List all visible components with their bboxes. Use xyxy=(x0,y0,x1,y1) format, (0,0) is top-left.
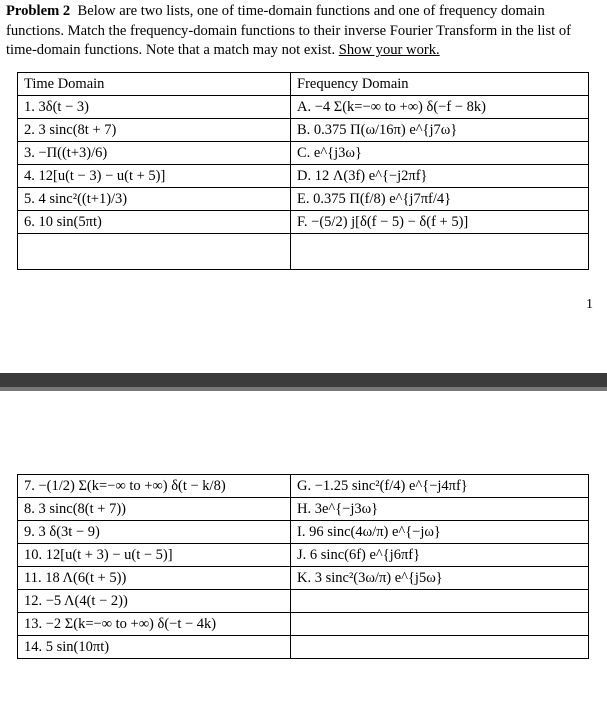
show-work-note: Show your work. xyxy=(338,42,440,58)
matching-table-1 xyxy=(17,72,589,270)
problem-text: Below are two lists, one of time-domain functions and one of frequency domain functions. Match the frequency-domain functions to their inverse Fourier Transform in the list of time-domain functions. Note that a match may not exist. xyxy=(6,3,571,58)
empty-cell xyxy=(291,636,589,659)
table-row xyxy=(18,567,589,590)
table-row xyxy=(18,613,589,636)
time-function-1: 1. 3δ(t − 3) xyxy=(18,96,291,119)
table-row xyxy=(18,475,589,498)
freq-function-c: C. e^{j3ω} xyxy=(291,142,589,165)
table-row xyxy=(18,211,589,234)
empty-cell xyxy=(291,613,589,636)
time-function-10: 10. 12[u(t + 3) − u(t − 5)] xyxy=(18,544,291,567)
freq-function-k: K. 3 sinc²(3ω/π) e^{j5ω} xyxy=(291,567,589,590)
time-function-8: 8. 3 sinc(8(t + 7)) xyxy=(18,498,291,521)
table-row xyxy=(18,165,589,188)
time-function-11: 11. 18 Λ(6(t + 5)) xyxy=(18,567,291,590)
header-time-domain: Time Domain xyxy=(18,73,291,96)
table-row-empty xyxy=(18,234,589,270)
freq-function-f: F. −(5/2) j[δ(f − 5) − δ(f + 5)] xyxy=(291,211,589,234)
problem-label: Problem 2 xyxy=(6,3,71,19)
time-function-9: 9. 3 δ(3t − 9) xyxy=(18,521,291,544)
time-function-6: 6. 10 sin(5πt) xyxy=(18,211,291,234)
page-separator-shadow xyxy=(0,387,607,391)
matching-table-2 xyxy=(17,474,589,659)
freq-function-j: J. 6 sinc(6f) e^{j6πf} xyxy=(291,544,589,567)
table-row xyxy=(18,636,589,659)
time-function-12: 12. −5 Λ(4(t − 2)) xyxy=(18,590,291,613)
empty-cell xyxy=(291,234,589,270)
page-separator xyxy=(0,373,607,387)
freq-function-h: H. 3e^{−j3ω} xyxy=(291,498,589,521)
freq-function-a: A. −4 Σ(k=−∞ to +∞) δ(−f − 8k) xyxy=(291,96,589,119)
time-function-5: 5. 4 sinc²((t+1)/3) xyxy=(18,188,291,211)
table-row xyxy=(18,142,589,165)
header-frequency-domain: Frequency Domain xyxy=(291,73,589,96)
problem-statement xyxy=(6,2,602,61)
table-row xyxy=(18,119,589,142)
time-function-7: 7. −(1/2) Σ(k=−∞ to +∞) δ(t − k/8) xyxy=(18,475,291,498)
freq-function-i: I. 96 sinc(4ω/π) e^{−jω} xyxy=(291,521,589,544)
empty-cell xyxy=(291,590,589,613)
time-function-4: 4. 12[u(t − 3) − u(t + 5)] xyxy=(18,165,291,188)
table-row xyxy=(18,590,589,613)
table-row xyxy=(18,96,589,119)
table-row xyxy=(18,544,589,567)
empty-cell xyxy=(18,234,291,270)
table-row xyxy=(18,188,589,211)
time-function-2: 2. 3 sinc(8t + 7) xyxy=(18,119,291,142)
time-function-3: 3. −Π((t+3)/6) xyxy=(18,142,291,165)
table-header-row xyxy=(18,73,589,96)
page-number: 1 xyxy=(586,297,593,312)
table-row xyxy=(18,521,589,544)
table-row xyxy=(18,498,589,521)
freq-function-e: E. 0.375 Π(f/8) e^{j7πf/4} xyxy=(291,188,589,211)
freq-function-g: G. −1.25 sinc²(f/4) e^{−j4πf} xyxy=(291,475,589,498)
freq-function-b: B. 0.375 Π(ω/16π) e^{j7ω} xyxy=(291,119,589,142)
freq-function-d: D. 12 Λ(3f) e^{−j2πf} xyxy=(291,165,589,188)
time-function-14: 14. 5 sin(10πt) xyxy=(18,636,291,659)
time-function-13: 13. −2 Σ(k=−∞ to +∞) δ(−t − 4k) xyxy=(18,613,291,636)
